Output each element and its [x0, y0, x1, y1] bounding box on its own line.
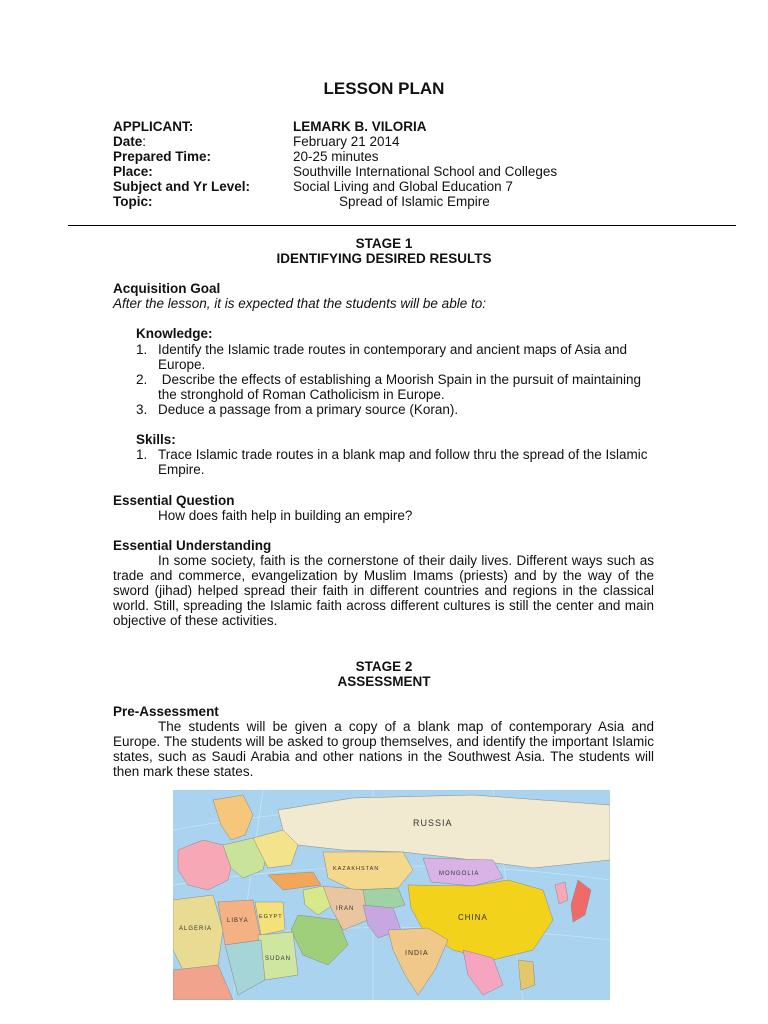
map-label-libya: LIBYA [227, 918, 249, 924]
stage1-heading: IDENTIFYING DESIRED RESULTS [276, 251, 492, 266]
date-label: Date [113, 134, 143, 149]
knowledge-item-1-number: 1. [136, 342, 148, 357]
date-label-wrap [113, 134, 146, 149]
pre-assessment-heading: Pre-Assessment [113, 704, 219, 719]
prepared-time-value: 20-25 minutes [293, 149, 379, 164]
map-philippines [518, 960, 535, 990]
skills-heading: Skills: [136, 432, 176, 447]
applicant-value: LEMARK B. VILORIA [293, 119, 427, 134]
topic-value: Spread of Islamic Empire [339, 194, 490, 209]
acquisition-goal-text: After the lesson, it is expected that the students will be able to: [113, 296, 486, 311]
essential-question-heading: Essential Question [113, 493, 235, 508]
map-label-china: CHINA [458, 913, 488, 922]
knowledge-item-2: Describe the effects of establishing a Moorish Spain in the pursuit of maintaining the stronghold of Roman Catholicism in Europe. [158, 372, 645, 402]
stage1-label: STAGE 1 [355, 236, 413, 251]
applicant-label: APPLICANT: [113, 119, 194, 134]
skills-item-1-number: 1. [136, 447, 148, 462]
pre-assessment-text: The students will be given a copy of a blank map of contemporary Asia and Europe. The students will be asked to group themselves, and identify the important Islamic states, such as Saudi Arabia and other nations in the Southwest Asia. The students will then mark these states. [113, 719, 654, 779]
map-label-sudan: SUDAN [265, 956, 292, 962]
map-label-algeria: ALGERIA [179, 926, 213, 932]
horizontal-divider [68, 225, 736, 226]
map-algeria [173, 895, 223, 970]
map-label-egypt: EGYPT [259, 914, 283, 920]
date-colon: : [142, 134, 147, 149]
knowledge-heading: Knowledge: [136, 326, 213, 341]
place-label: Place: [113, 164, 153, 179]
knowledge-item-3: Deduce a passage from a primary source (Koran). [158, 402, 459, 417]
page-title: LESSON PLAN [323, 79, 445, 98]
prepared-time-label: Prepared Time: [113, 149, 212, 164]
skills-item-1: Trace Islamic trade routes in a blank map and follow thru the spread of the Islamic Empire. [158, 447, 648, 477]
map-label-russia: RUSSIA [413, 818, 453, 828]
stage2-heading: ASSESSMENT [337, 674, 431, 689]
knowledge-item-3-number: 3. [136, 402, 148, 417]
map-label-kazakhstan: KAZAKHSTAN [333, 866, 380, 872]
place-value: Southville International School and Colleges [293, 164, 558, 179]
subject-value: Social Living and Global Education 7 [293, 179, 513, 194]
stage2-label: STAGE 2 [355, 659, 413, 674]
topic-label: Topic: [113, 194, 153, 209]
essential-understanding-text: In some society, faith is the cornerstone of their daily lives. Different ways such as trade and commerce, evangelization by Muslim Imams (priests) and by the way of the sword (jihad) helped spread their faith in different countries and regions in the classical world. Still, spreading the Islamic faith across different cultures is still the center and main objective of these activities. [113, 553, 654, 628]
map-label-mongolia: MONGOLIA [439, 871, 480, 877]
knowledge-item-1: Identify the Islamic trade routes in contemporary and ancient maps of Asia and Europe. [158, 342, 628, 372]
acquisition-goal-heading: Acquisition Goal [113, 281, 221, 296]
map-label-iran: IRAN [336, 906, 355, 912]
essential-understanding-heading: Essential Understanding [113, 538, 272, 553]
essential-question-text: How does faith help in building an empire? [158, 508, 413, 523]
asia-europe-political-map [173, 790, 610, 1000]
date-value: February 21 2014 [293, 134, 400, 149]
map-label-india: INDIA [405, 950, 429, 957]
knowledge-item-2-number: 2. [136, 372, 148, 387]
subject-label: Subject and Yr Level: [113, 179, 251, 194]
